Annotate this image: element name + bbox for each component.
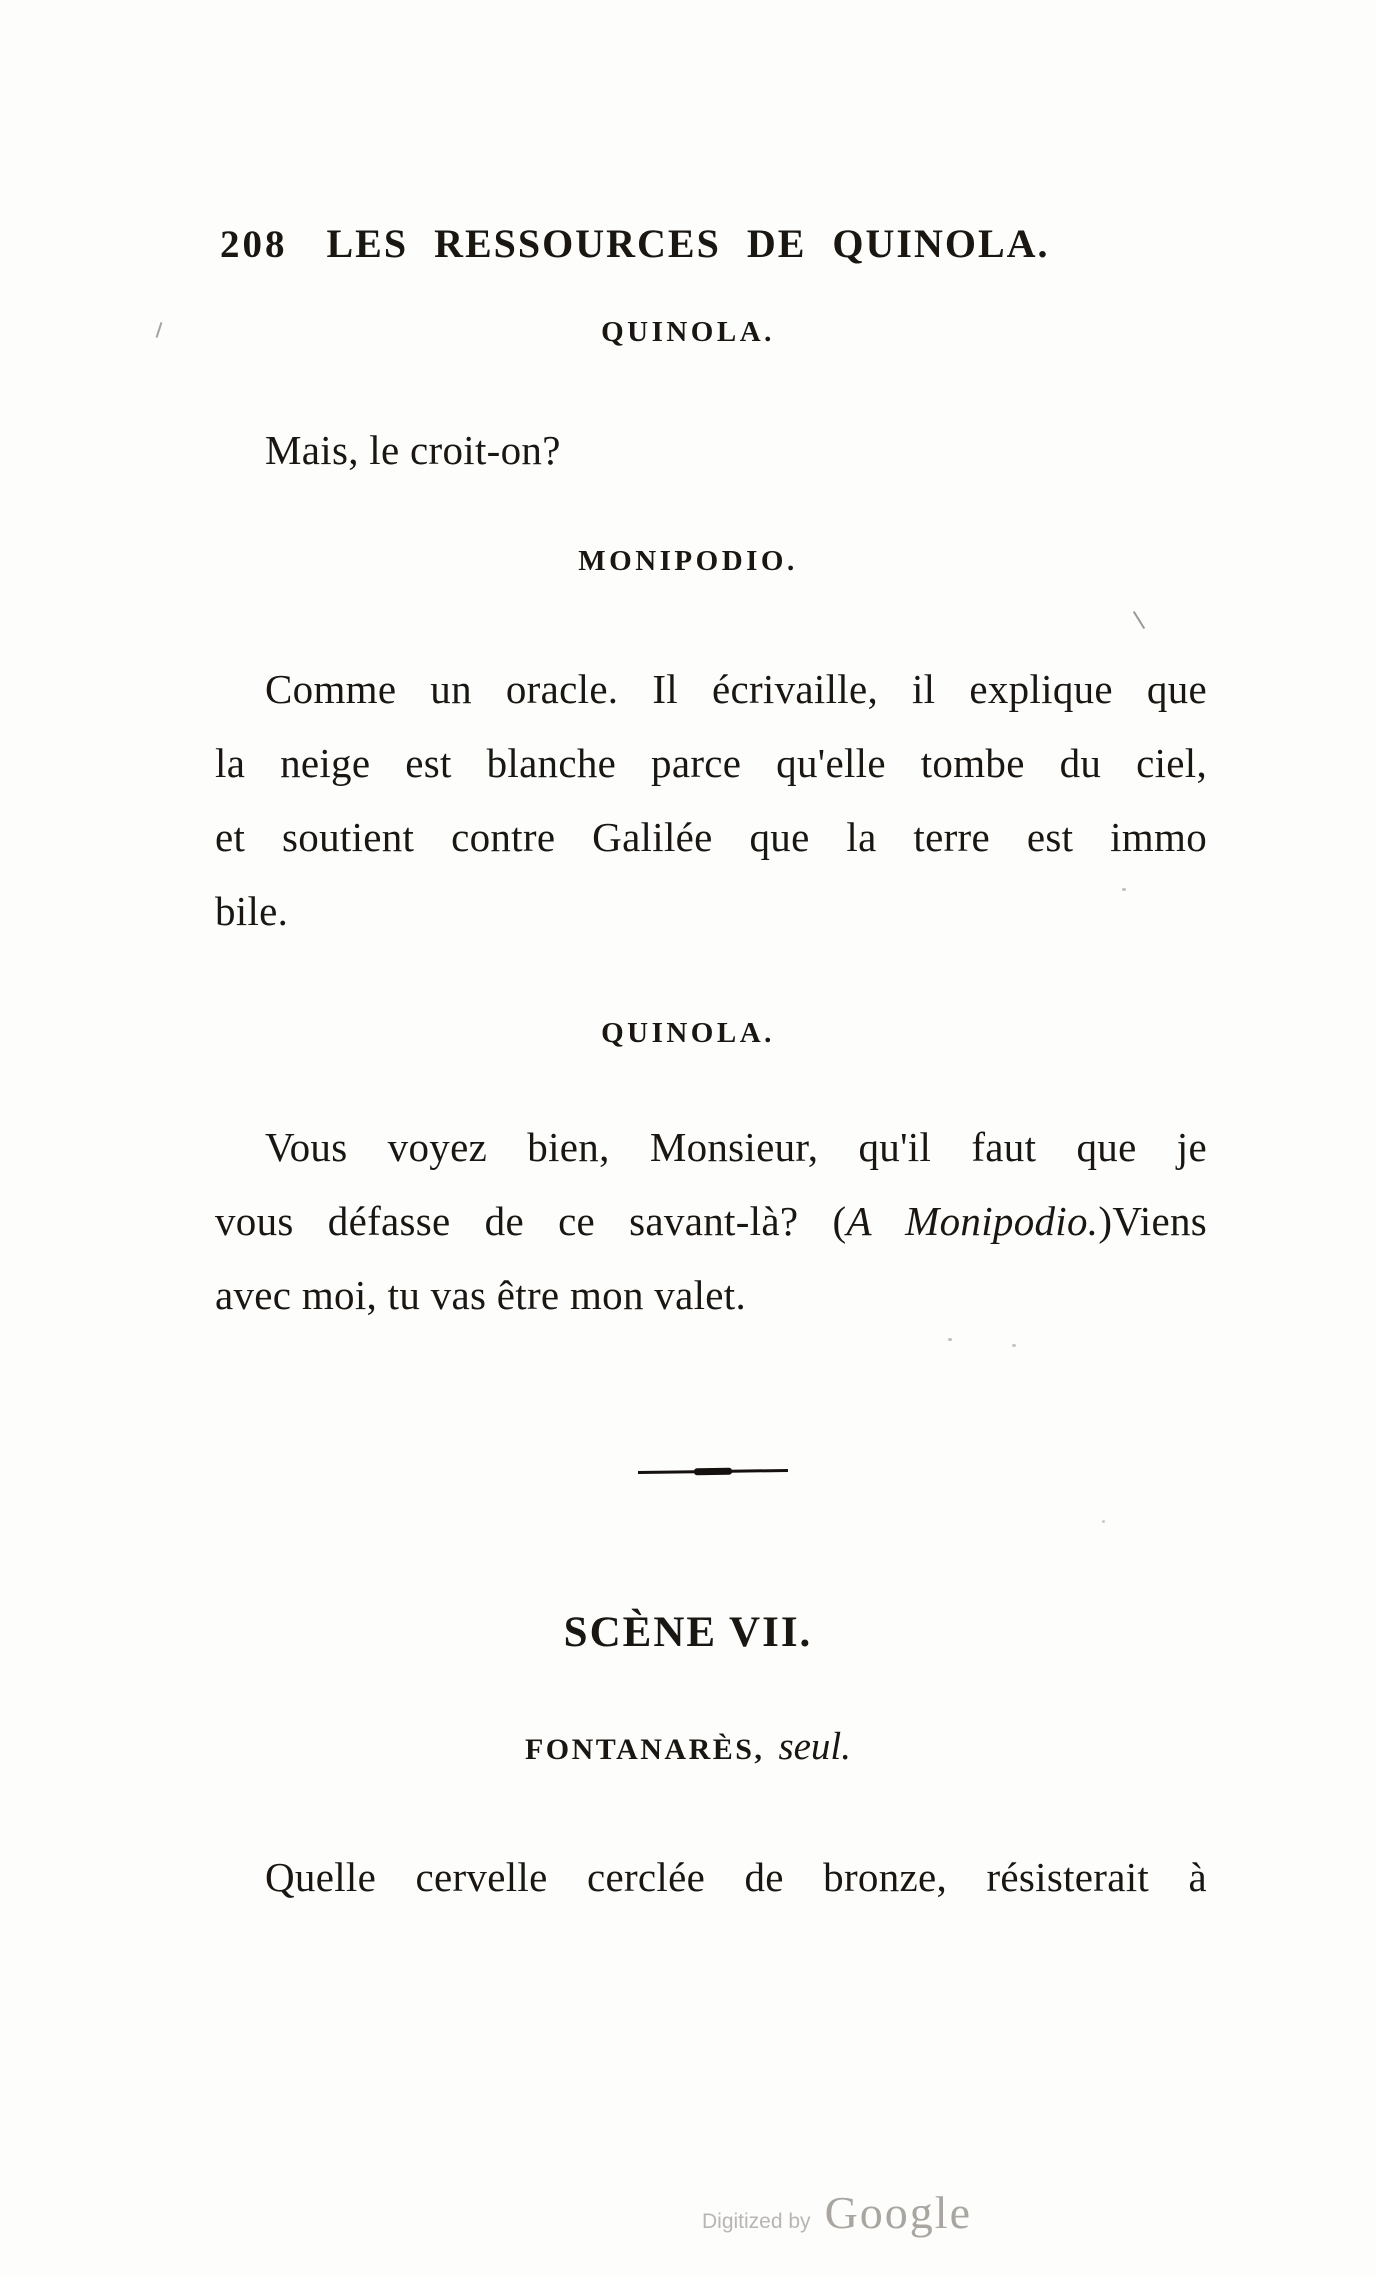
- character-name: FONTANARÈS,: [524, 1733, 765, 1766]
- dialogue-text: vous défasse de ce savant-là? (: [215, 1198, 847, 1244]
- scene-opening-line: Quelle cervelle cerclée de bronze, résisterait à: [265, 1854, 1207, 1900]
- scene-heading: SCÈNE VII.: [563, 1609, 813, 1656]
- divider-rule-left: [638, 1470, 696, 1474]
- scan-artifact: [1133, 611, 1145, 629]
- stage-direction: seul.: [778, 1725, 852, 1768]
- character-line: [0, 1724, 1376, 1769]
- scan-artifact: [948, 1338, 952, 1341]
- page-header: [0, 220, 1376, 272]
- speaker-label: QUINOLA.: [601, 316, 775, 348]
- google-watermark: [702, 2186, 972, 2239]
- dialogue-line: et soutient contre Galilée que la terre est immo: [215, 814, 1207, 860]
- speaker-label: QUINOLA.: [601, 1017, 775, 1049]
- dialogue-line: bile.: [215, 888, 289, 934]
- speaker-label: MONIPODIO.: [578, 545, 798, 577]
- scan-artifact: [1012, 1344, 1016, 1347]
- dialogue-line: [215, 1184, 1207, 1258]
- scan-artifact: [1102, 1520, 1105, 1523]
- dialogue-line: avec moi, tu vas être mon valet.: [215, 1272, 747, 1318]
- scan-artifact: [1122, 888, 1126, 891]
- dialogue-line: Mais, le croit-on?: [265, 427, 561, 473]
- digitized-by-label: Digitized by: [702, 2210, 811, 2233]
- section-divider: [638, 1465, 788, 1477]
- dialogue-paragraph: [215, 1110, 1207, 1332]
- google-logo: Google: [824, 2187, 972, 2238]
- dialogue-line: la neige est blanche parce qu'elle tombe du ciel,: [215, 740, 1207, 786]
- page-number: 208: [220, 223, 288, 266]
- dialogue-paragraph: [215, 652, 1207, 948]
- divider-rule-center: [694, 1467, 732, 1475]
- running-title: LES RESSOURCES DE QUINOLA.: [326, 221, 1050, 266]
- dialogue-line: Comme un oracle. Il écrivaille, il explique que: [265, 666, 1207, 712]
- dialogue-line: Vous voyez bien, Monsieur, qu'il faut que je: [265, 1124, 1207, 1170]
- stage-direction-inline: A Monipodio.: [846, 1198, 1099, 1244]
- dialogue-text: )Viens: [1098, 1198, 1208, 1244]
- divider-rule-right: [730, 1468, 788, 1472]
